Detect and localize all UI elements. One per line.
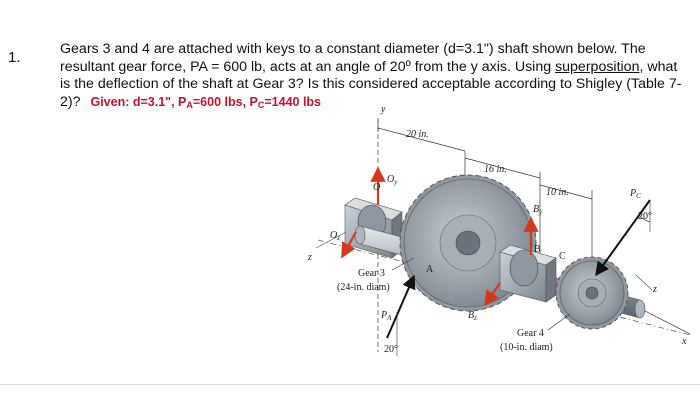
shaft-end-right — [635, 300, 645, 318]
underlined-term: superposition — [555, 58, 640, 75]
label-bz: $B_z$ — [468, 310, 477, 322]
gear4-label-line1: Gear 4 — [517, 328, 544, 339]
label-oz: $O_z$ — [330, 230, 340, 242]
dim-label-10: 10 in. — [546, 187, 569, 198]
z-axis-right-line — [636, 275, 652, 290]
axis-z-left-label: z — [308, 252, 312, 263]
force-pa-arrow — [387, 276, 414, 338]
label-a: A — [426, 264, 434, 275]
axis-z-right-label: z — [653, 284, 657, 295]
label-pc: $P_C$ — [630, 188, 641, 200]
given-values: Given: d=3.1", $P_A=600$ lbs, $P_C=1440$ lbs — [90, 94, 321, 110]
gear3-label-line2: (24-in. diam) — [337, 282, 390, 293]
gear4-label-line2: (10-in. diam) — [500, 342, 553, 353]
gear3-label-line1: Gear 3 — [358, 268, 385, 279]
label-c: C — [559, 251, 566, 262]
question-text-part1: Gears 3 and 4 are attached with keys to a constant diameter (d=3.1") shaft shown below. The resultant gear force, PA = 600 lb, acts at an angle of 20º from the y axis. Using — [60, 41, 646, 75]
question-text-part2: , what is the deflection of the shaft at Gear 3? Is this considered acceptable according to Shigley (Table 7-2)? — [60, 58, 682, 110]
label-oy: $O_y$ — [387, 174, 398, 186]
gear4-leader — [548, 314, 570, 330]
dim-label-20: 20 in. — [406, 129, 429, 140]
x-axis-line — [645, 311, 690, 334]
label-o: O — [373, 182, 381, 193]
question-number: 1. — [8, 49, 21, 66]
label-pa: $P_A$ — [381, 310, 392, 322]
label-by: $B_y$ — [533, 204, 543, 216]
axis-y-label: y — [381, 104, 386, 115]
shaft-end-left — [355, 226, 365, 244]
dim-label-16: 16 in. — [484, 164, 507, 175]
gear-4 — [556, 257, 628, 329]
angle-pc: 20° — [638, 211, 652, 222]
bottom-divider — [0, 384, 700, 385]
axis-x-label: x — [682, 336, 687, 347]
label-b: B — [534, 244, 541, 255]
angle-pa: 20° — [384, 344, 398, 355]
